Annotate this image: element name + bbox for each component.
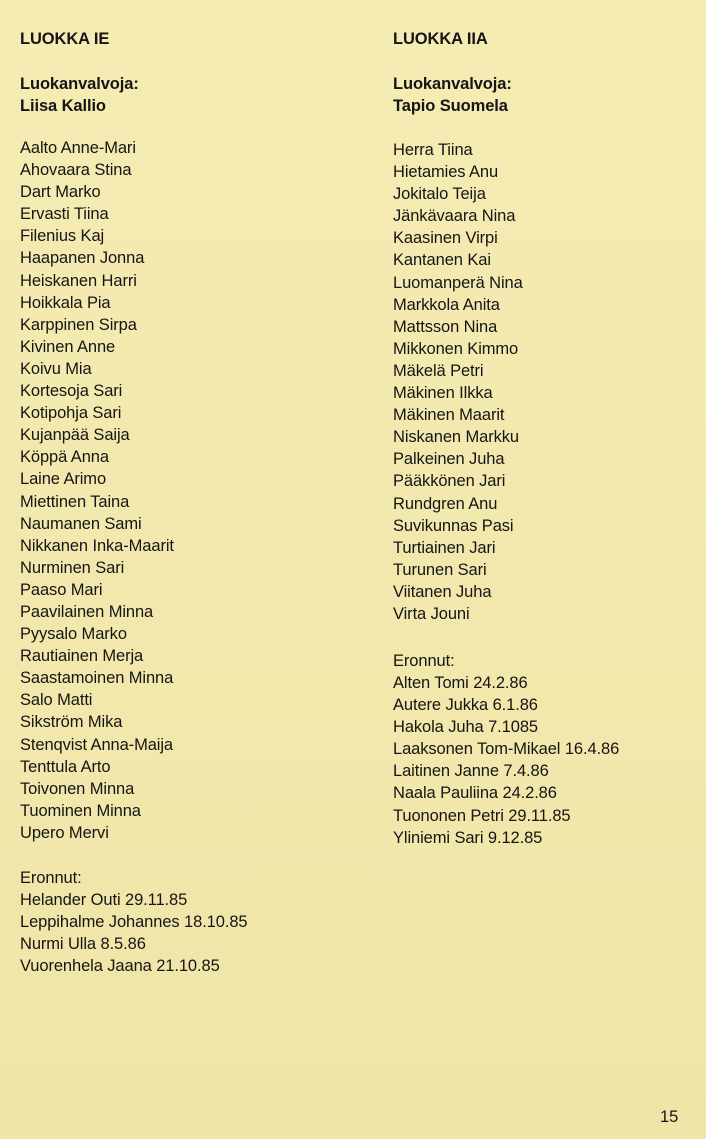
teacher-label: Luokanvalvoja: [393, 75, 512, 93]
list-item: Ahovaara Stina [20, 161, 132, 180]
list-item: Nurminen Sari [20, 558, 125, 577]
teacher-name: Liisa Kallio [20, 97, 106, 115]
list-item: Pääkkönen Jari [393, 472, 506, 491]
class-title: LUOKKA IE [20, 30, 110, 48]
list-item: Saastamoinen Minna [20, 669, 174, 688]
left-students-list [393, 672, 619, 849]
list-item: Karppinen Sirpa [20, 315, 137, 334]
list-item: Herra Tiina [393, 141, 473, 159]
page-number: 15 [660, 1108, 679, 1126]
list-item: Vuorenhela Jaana 21.10.85 [20, 957, 220, 976]
list-item: Mäkinen Maarit [393, 406, 505, 425]
left-students-heading: Eronnut: [393, 652, 455, 670]
list-item: Paavilainen Minna [20, 602, 154, 621]
list-item: Paaso Mari [20, 580, 103, 599]
list-item: Alten Tomi 24.2.86 [393, 674, 528, 692]
list-item: Toivonen Minna [20, 779, 135, 798]
list-item: Rundgren Anu [393, 494, 498, 513]
list-item: Hietamies Anu [393, 163, 499, 182]
list-item: Nikkanen Inka-Maarit [20, 536, 174, 555]
list-item: Luomanperä Nina [393, 273, 523, 292]
list-item: Naumanen Sami [20, 514, 142, 533]
list-item: Markkola Anita [393, 295, 500, 314]
list-item: Kotipohja Sari [20, 404, 122, 423]
list-item: Yliniemi Sari 9.12.85 [393, 828, 543, 847]
list-item: Palkeinen Juha [393, 450, 505, 469]
list-item: Nurmi Ulla 8.5.86 [20, 935, 146, 954]
left-students-list [20, 889, 247, 977]
list-item: Mattsson Nina [393, 317, 498, 336]
list-item: Stenqvist Anna-Maija [20, 735, 174, 754]
list-item: Naala Pauliina 24.2.86 [393, 784, 557, 803]
list-item: Turunen Sari [393, 560, 487, 579]
list-item: Koivu Mia [20, 359, 92, 378]
left-students-heading: Eronnut: [20, 869, 82, 887]
list-item: Kaasinen Virpi [393, 229, 498, 248]
list-item: Kivinen Anne [20, 337, 116, 356]
list-item: Niskanen Markku [393, 428, 519, 447]
student-list [393, 139, 523, 625]
list-item: Pyysalo Marko [20, 625, 127, 644]
list-item: Mikkonen Kimmo [393, 339, 519, 358]
list-item: Viitanen Juha [393, 582, 492, 601]
list-item: Heiskanen Harri [20, 271, 137, 290]
list-item: Kujanpää Saija [20, 426, 130, 445]
list-item: Salo Matti [20, 691, 93, 710]
list-item: Köppä Anna [20, 448, 109, 467]
list-item: Suvikunnas Pasi [393, 516, 514, 535]
list-item: Dart Marko [20, 183, 101, 202]
list-item: Helander Outi 29.11.85 [20, 891, 188, 909]
list-item: Virta Jouni [393, 604, 470, 623]
list-item: Rautiainen Merja [20, 647, 144, 666]
teacher-label: Luokanvalvoja: [20, 75, 139, 93]
list-item: Filenius Kaj [20, 227, 105, 246]
list-item: Tuominen Minna [20, 801, 141, 820]
list-item: Leppihalme Johannes 18.10.85 [20, 913, 248, 932]
list-item: Miettinen Taina [20, 492, 130, 511]
list-item: Kortesoja Sari [20, 382, 123, 401]
list-item: Laitinen Janne 7.4.86 [393, 762, 549, 781]
list-item: Jänkävaara Nina [393, 207, 516, 226]
list-item: Haapanen Jonna [20, 249, 145, 268]
class-title: LUOKKA IIA [393, 30, 488, 48]
list-item: Turtiainen Jari [393, 538, 496, 557]
student-list [20, 137, 174, 844]
list-item: Hakola Juha 7.1085 [393, 718, 538, 737]
list-item: Sikström Mika [20, 713, 123, 732]
list-item: Hoikkala Pia [20, 293, 111, 312]
list-item: Kantanen Kai [393, 251, 491, 270]
list-item: Ervasti Tiina [20, 205, 109, 224]
list-item: Jokitalo Teija [393, 185, 486, 204]
list-item: Laaksonen Tom-Mikael 16.4.86 [393, 740, 620, 759]
list-item: Upero Mervi [20, 823, 109, 842]
list-item: Mäkinen Ilkka [393, 384, 493, 403]
list-item: Tuononen Petri 29.11.85 [393, 806, 571, 825]
teacher-name: Tapio Suomela [393, 97, 508, 115]
list-item: Mäkelä Petri [393, 361, 484, 380]
list-item: Autere Jukka 6.1.86 [393, 696, 538, 715]
list-item: Laine Arimo [20, 470, 107, 489]
list-item: Aalto Anne-Mari [20, 139, 136, 157]
list-item: Tenttula Arto [20, 757, 111, 776]
